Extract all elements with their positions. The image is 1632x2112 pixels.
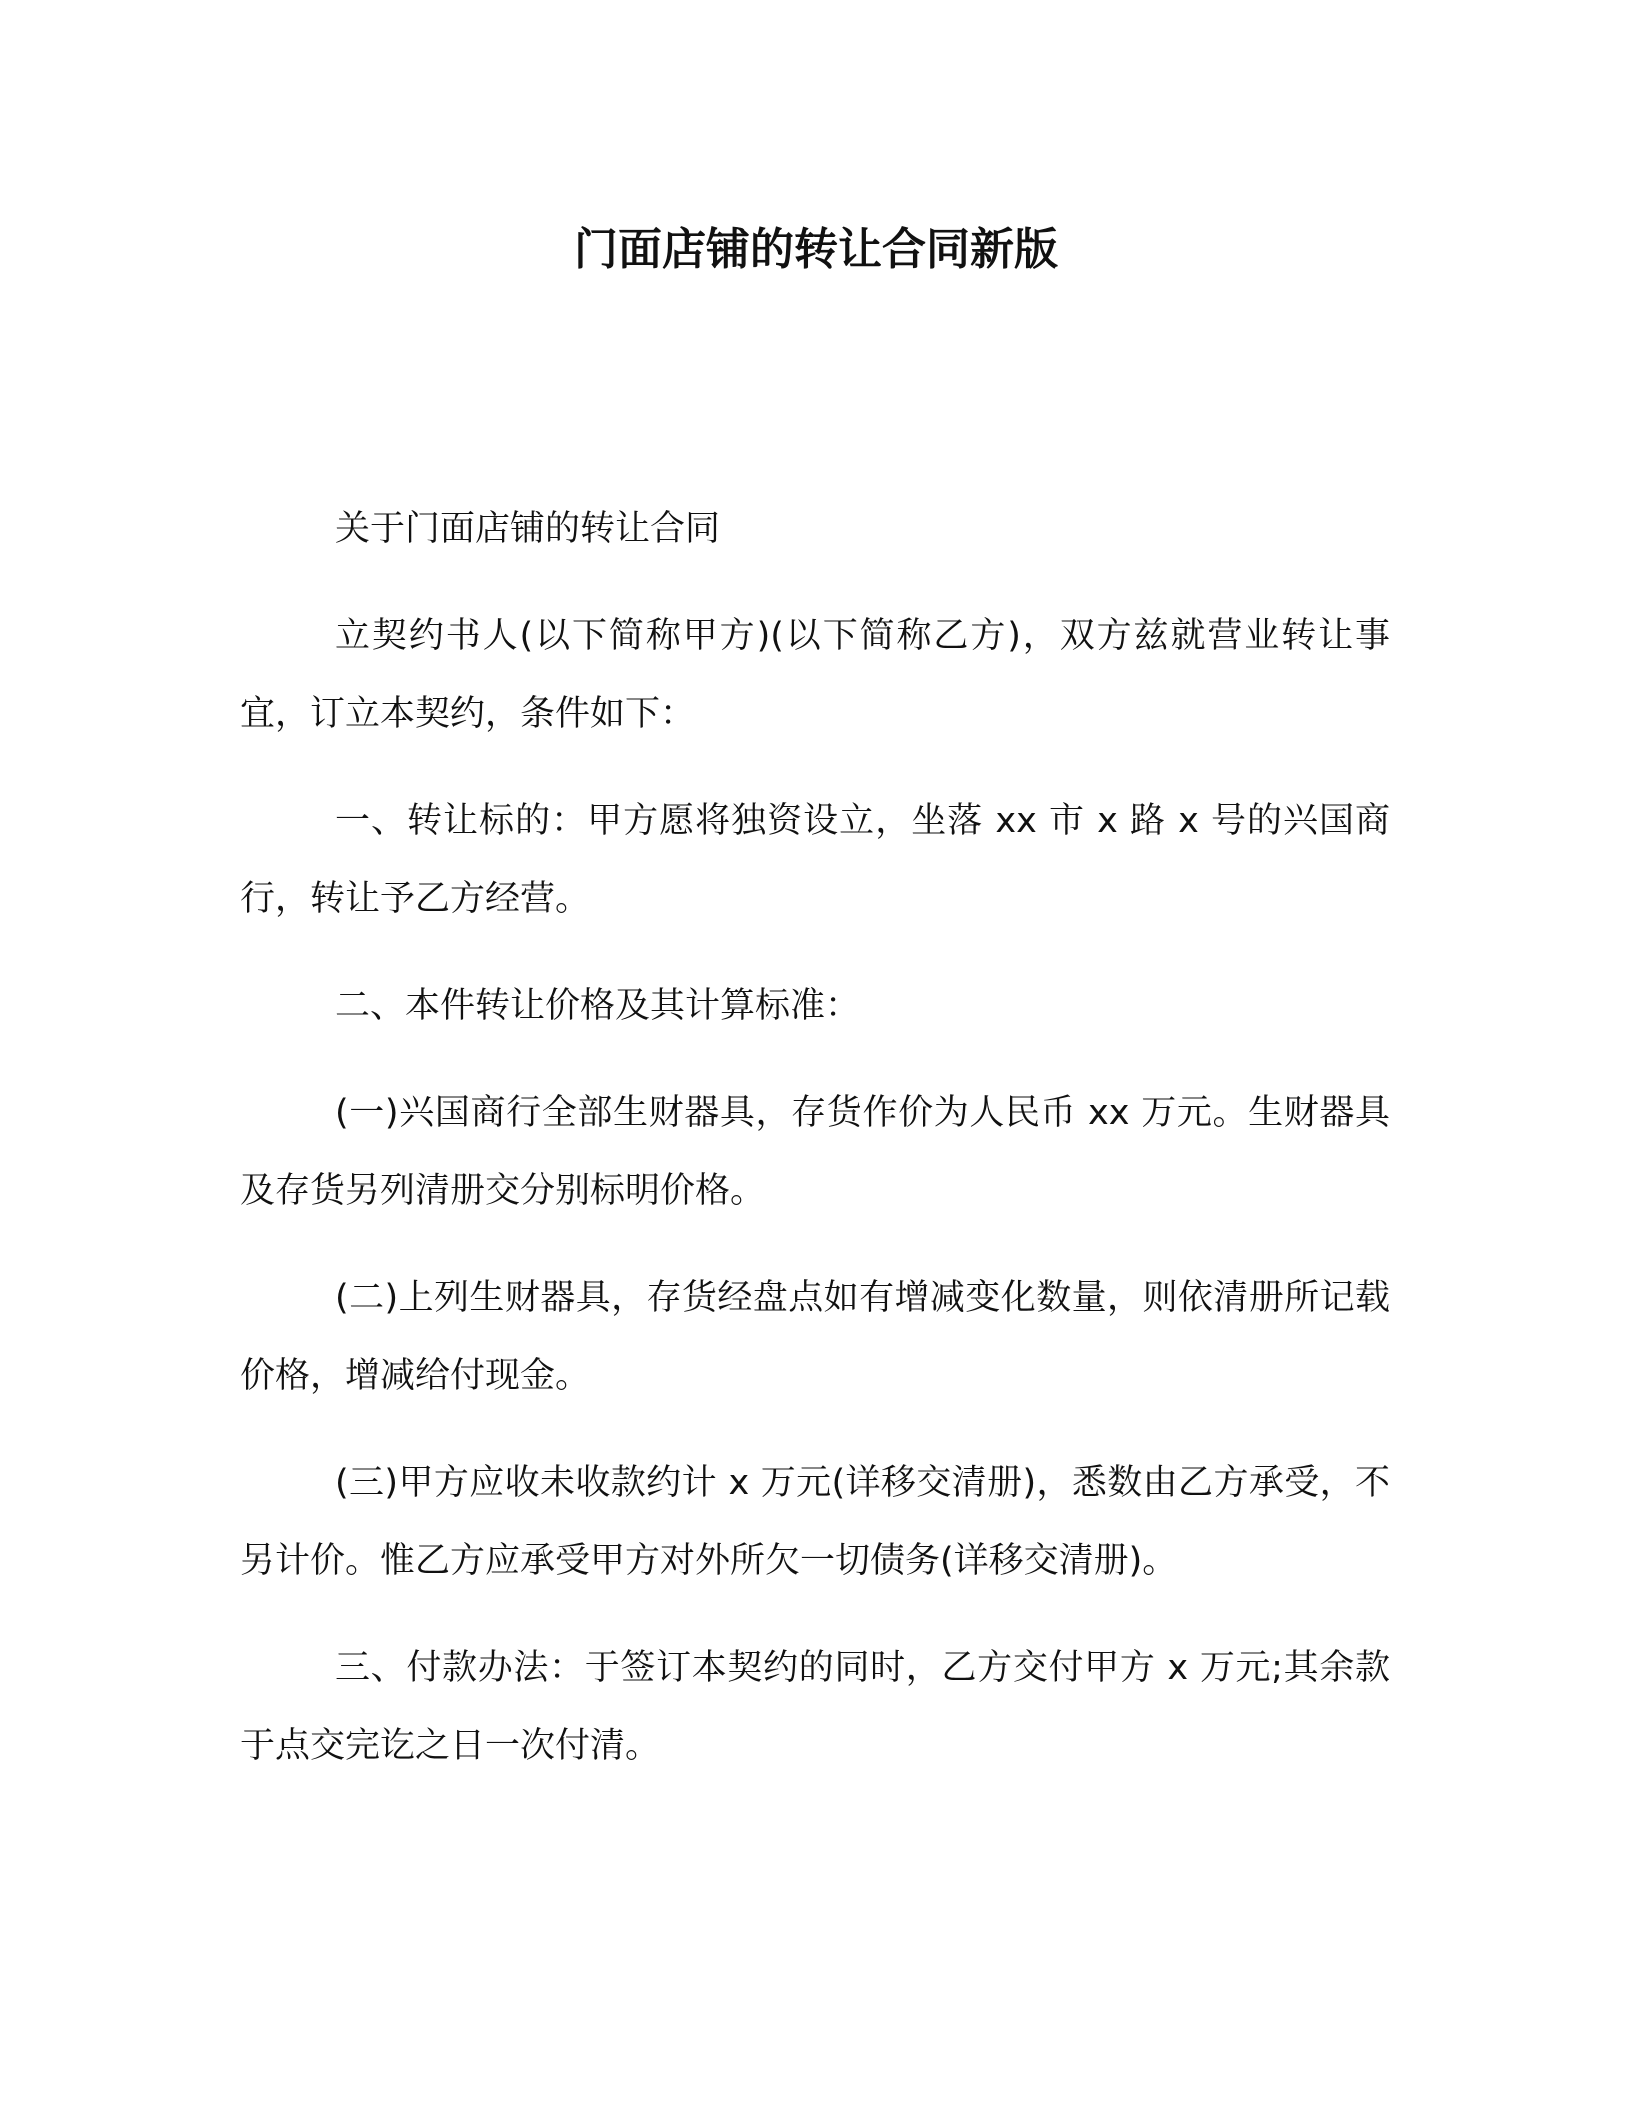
document-title: 门面店铺的转让合同新版 — [574, 224, 1058, 275]
paragraph-preamble: 立契约书人(以下简称甲方)(以下简称乙方)，双方兹就营业转让事宜，订立本契约，条件如下： — [240, 616, 1390, 734]
paragraph-clause-2-item-1: (一)兴国商行全部生财器具，存货作价为人民币 xx 万元。生财器具及存货另列清册交分别标明价格。 — [240, 1093, 1390, 1211]
contract-heading: 关于门面店铺的转让合同 — [335, 509, 721, 549]
paragraph-clause-2-item-2: (二)上列生财器具，存货经盘点如有增减变化数量，则依清册所记载价格，增减给付现金。 — [240, 1278, 1390, 1396]
paragraph-clause-2: 二、本件转让价格及其计算标准： — [335, 986, 861, 1026]
paragraph-clause-2-item-3: (三)甲方应收未收款约计 x 万元(详移交清册)，悉数由乙方承受，不另计价。惟乙方应承受甲方对外所欠一切债务(详移交清册)。 — [240, 1463, 1390, 1581]
document-body — [240, 490, 1390, 1814]
paragraph-clause-3: 三、付款办法：于签订本契约的同时，乙方交付甲方 x 万元;其余款于点交完讫之日一次付清。 — [240, 1648, 1390, 1766]
paragraph-clause-1: 一、转让标的：甲方愿将独资设立，坐落 xx 市 x 路 x 号的兴国商行，转让予乙方经营。 — [240, 801, 1390, 919]
